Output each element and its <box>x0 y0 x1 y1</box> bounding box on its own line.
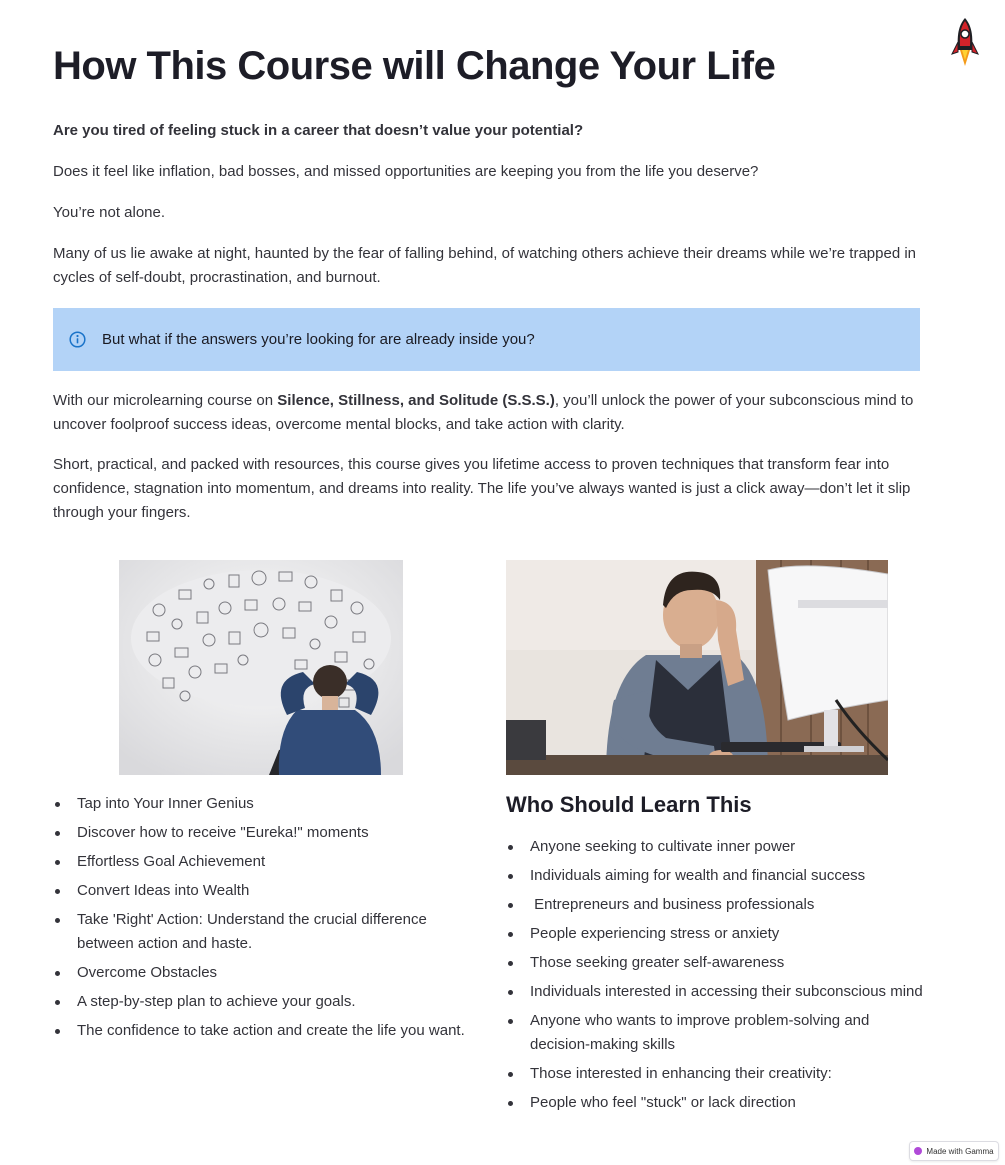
list-item: Convert Ideas into Wealth <box>53 879 473 903</box>
list-item: Discover how to receive "Eureka!" moments <box>53 821 473 845</box>
list-item: People who feel "stuck" or lack direction <box>506 1091 926 1115</box>
list-item: Anyone seeking to cultivate inner power <box>506 835 926 859</box>
course-paragraph-2: Short, practical, and packed with resources, this course gives you lifetime access to proven techniques that transform fear into confidence, stagnation into momentum, and dreams into reality. The life you’ve always wanted is just a click away—don’t let it slip through your fingers. <box>53 456 911 521</box>
list-item: Those interested in enhancing their creativity: <box>506 1062 926 1086</box>
course-name: Silence, Stillness, and Solitude (S.S.S.) <box>277 392 555 409</box>
list-item: Anyone who wants to improve problem-solving and decision-making skills <box>506 1009 926 1057</box>
page-title: How This Course will Change Your Life <box>53 44 776 88</box>
info-icon <box>69 331 86 348</box>
intro-question: Are you tired of feeling stuck in a career that doesn’t value your potential? <box>53 122 584 139</box>
list-item: Entrepreneurs and business professionals <box>506 893 926 917</box>
stressed-man-image <box>506 560 888 775</box>
list-item: Individuals aiming for wealth and financial success <box>506 864 926 888</box>
audience-heading: Who Should Learn This <box>506 792 752 817</box>
list-item: Tap into Your Inner Genius <box>53 792 473 816</box>
benefits-list <box>53 792 473 1048</box>
made-with-gamma-badge[interactable] <box>909 1141 999 1161</box>
list-item: The confidence to take action and create the life you want. <box>53 1019 473 1043</box>
callout-text: But what if the answers you’re looking for are already inside you? <box>102 331 535 348</box>
course-text-end: , you’ll unlock the power of your subconscious mind to uncover foolproof success ideas, overcome mental blocks, and take action with clarity. <box>53 392 914 433</box>
gamma-logo-icon <box>914 1147 922 1155</box>
list-item: Those seeking greater self-awareness <box>506 951 926 975</box>
list-item: Take 'Right' Action: Understand the crucial difference between action and haste. <box>53 908 473 956</box>
intro-paragraph-3: Many of us lie awake at night, haunted by the fear of falling behind, of watching others achieve their dreams while we’re trapped in cycles of self-doubt, procrastination, and burnout. <box>53 245 917 286</box>
list-item: Individuals interested in accessing their subconscious mind <box>506 980 926 1004</box>
badge-label: Made with Gamma <box>926 1146 994 1156</box>
list-item: A step-by-step plan to achieve your goals. <box>53 990 473 1014</box>
audience-list <box>506 835 926 1120</box>
info-callout <box>53 308 920 371</box>
intro-paragraph-2: You’re not alone. <box>53 204 166 221</box>
course-paragraph-1 <box>53 389 923 437</box>
list-item: Overcome Obstacles <box>53 961 473 985</box>
list-item: People experiencing stress or anxiety <box>506 922 926 946</box>
course-text-start: With our microlearning course on <box>53 392 278 409</box>
intro-paragraph-1: Does it feel like inflation, bad bosses, and missed opportunities are keeping you from the life you deserve? <box>53 163 759 180</box>
rocket-icon <box>948 16 982 68</box>
list-item: Effortless Goal Achievement <box>53 850 473 874</box>
thinking-man-image <box>119 560 403 775</box>
